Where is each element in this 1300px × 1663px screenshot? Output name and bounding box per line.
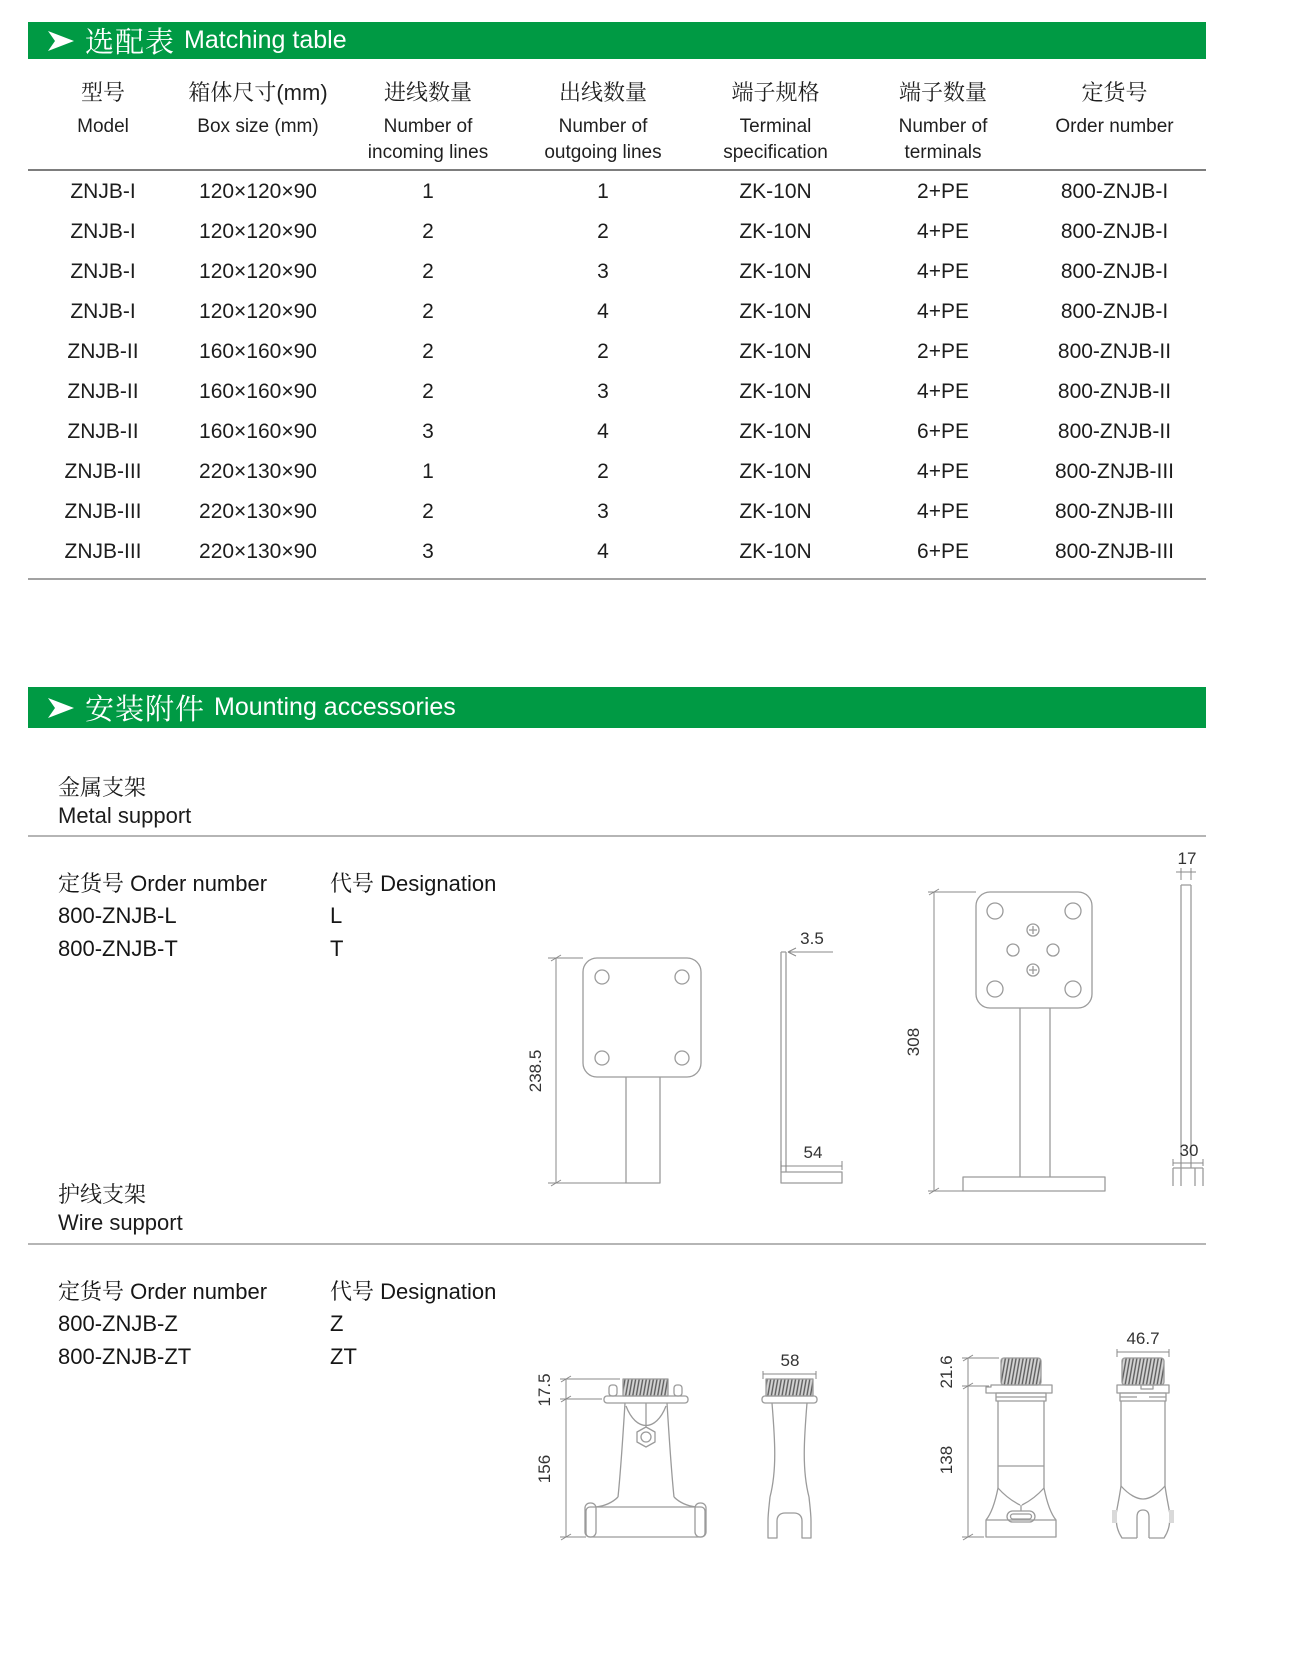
table-cell: ZK-10N	[739, 540, 812, 563]
zt-front-dimensions	[937, 1355, 999, 1540]
table-cell: 800-ZNJB-II	[1057, 420, 1172, 443]
table-cell: 160×160×90	[199, 380, 317, 403]
wire-support-orders	[58, 1274, 496, 1373]
table-cell: 3	[422, 420, 434, 443]
dimension-label: 17	[1177, 849, 1197, 868]
column-header: 型号 Model	[77, 80, 129, 137]
l-height-dimension	[526, 955, 626, 1186]
arrow-icon	[46, 697, 76, 719]
table-cell: 4+PE	[917, 300, 969, 323]
table-row	[28, 492, 1206, 532]
table-cell: 800-ZNJB-II	[1057, 340, 1172, 363]
wire-support-label-en: Wire support	[58, 1210, 183, 1235]
table-cell: 800-ZNJB-I	[1060, 180, 1169, 203]
order-number: 800-ZNJB-ZT	[58, 1343, 192, 1369]
section-header-matching	[28, 22, 1206, 59]
order-item-row	[58, 899, 496, 932]
table-cell: 6+PE	[917, 420, 969, 443]
table-cell: ZK-10N	[739, 460, 812, 483]
dimension-label: 46.7	[1126, 1329, 1160, 1348]
table-cell: ZNJB-II	[67, 420, 139, 443]
table-cell: ZNJB-III	[64, 460, 142, 483]
designation: 代号 Designation	[330, 1279, 497, 1304]
table-row	[28, 172, 1206, 212]
table-cell: 160×160×90	[199, 420, 317, 443]
designation: L	[330, 902, 343, 928]
z-side-dimensions	[763, 1351, 816, 1379]
table-cell: ZK-10N	[739, 260, 812, 283]
table-row	[28, 292, 1206, 332]
table-cell: ZNJB-I	[70, 220, 136, 243]
table-cell: 2	[597, 220, 609, 243]
table-row	[28, 412, 1206, 452]
section-title-en: Matching table	[184, 26, 347, 54]
table-cell: 4	[597, 540, 609, 563]
table-cell: 220×130×90	[199, 460, 317, 483]
table-row	[28, 372, 1206, 412]
wire-section-divider	[28, 1243, 1206, 1245]
matching-table-body	[28, 172, 1206, 572]
table-cell: 2+PE	[917, 340, 969, 363]
table-cell: 4	[597, 420, 609, 443]
orders-header-row	[58, 1274, 496, 1307]
wire-support-z-front-view	[585, 1379, 706, 1537]
matching-table-header	[28, 76, 1206, 166]
table-cell: 4+PE	[917, 380, 969, 403]
table-cell: ZK-10N	[739, 220, 812, 243]
wire-support-drawings	[480, 1255, 1206, 1555]
table-cell: 220×130×90	[199, 500, 317, 523]
zt-side-dimensions	[1117, 1329, 1169, 1357]
table-cell: ZNJB-II	[67, 380, 139, 403]
table-cell: 160×160×90	[199, 340, 317, 363]
table-cell: 800-ZNJB-I	[1060, 220, 1169, 243]
table-cell: 2	[597, 460, 609, 483]
table-row	[28, 252, 1206, 292]
section-header-mounting	[28, 687, 1206, 728]
table-cell: 3	[597, 500, 609, 523]
table-cell: ZK-10N	[739, 340, 812, 363]
table-cell: 4+PE	[917, 220, 969, 243]
metal-support-orders	[58, 866, 496, 965]
order-number: 800-ZNJB-T	[58, 935, 178, 961]
table-cell: ZK-10N	[739, 180, 812, 203]
table-bottom-divider	[28, 578, 1206, 580]
table-cell: 1	[422, 460, 434, 483]
metal-support-label-zh: 金属支架	[58, 775, 147, 800]
table-cell: 120×120×90	[199, 180, 317, 203]
section-title-zh: 选配表	[85, 27, 176, 59]
table-cell: 2	[422, 500, 434, 523]
table-cell: ZNJB-III	[64, 540, 142, 563]
table-cell: 2	[597, 340, 609, 363]
t-height-dimension	[904, 889, 976, 1194]
table-cell: ZK-10N	[739, 300, 812, 323]
table-cell: 4+PE	[917, 260, 969, 283]
table-cell: 2	[422, 340, 434, 363]
table-cell: 2	[422, 300, 434, 323]
table-cell: 6+PE	[917, 540, 969, 563]
table-cell: 3	[422, 540, 434, 563]
table-cell: 800-ZNJB-II	[1057, 380, 1172, 403]
column-header: 定货号 Order number	[1055, 80, 1174, 137]
wire-support-zt-front-view	[986, 1358, 1056, 1537]
table-cell: 2+PE	[917, 180, 969, 203]
dimension-label: 17.5	[535, 1373, 554, 1407]
order-item-row	[58, 932, 496, 965]
table-cell: 800-ZNJB-III	[1054, 500, 1175, 523]
table-cell: 120×120×90	[199, 300, 317, 323]
column-header: 箱体尺寸(mm) Box size (mm)	[188, 80, 328, 137]
table-cell: 4+PE	[917, 460, 969, 483]
table-cell: ZK-10N	[739, 420, 812, 443]
table-cell: 2	[422, 380, 434, 403]
table-cell: ZK-10N	[739, 380, 812, 403]
dimension-label: 308	[904, 1027, 923, 1057]
table-cell: 3	[597, 260, 609, 283]
designation: 代号 Designation	[330, 871, 497, 896]
orders-header-row	[58, 866, 496, 899]
wire-support-label	[58, 1181, 183, 1237]
table-cell: 220×130×90	[199, 540, 317, 563]
table-cell: ZNJB-I	[70, 180, 136, 203]
dimension-label: 54	[803, 1143, 823, 1162]
table-cell: 4+PE	[917, 500, 969, 523]
table-cell: 4	[597, 300, 609, 323]
table-row	[28, 212, 1206, 252]
dimension-label: 21.6	[937, 1355, 956, 1389]
table-header-divider	[28, 169, 1206, 171]
table-cell: ZNJB-II	[67, 340, 139, 363]
order-item-row	[58, 1307, 496, 1340]
designation: ZT	[330, 1343, 357, 1369]
order-number: 800-ZNJB-L	[58, 902, 177, 928]
wire-support-label-zh: 护线支架	[58, 1182, 147, 1207]
table-row	[28, 332, 1206, 372]
dimension-label: 138	[937, 1445, 956, 1475]
dimension-label: 238.5	[526, 1049, 545, 1093]
z-front-dimensions	[535, 1373, 620, 1540]
table-cell: 1	[597, 180, 609, 203]
metal-support-label	[58, 774, 191, 830]
column-header: 出线数量 Number of outgoing lines	[544, 80, 662, 163]
table-row	[28, 452, 1206, 492]
wire-support-z-side-view	[762, 1379, 817, 1538]
table-cell: 800-ZNJB-III	[1054, 460, 1175, 483]
dimension-label: 58	[780, 1351, 800, 1370]
order-item-row	[58, 1340, 496, 1373]
metal-support-label-en: Metal support	[58, 803, 192, 828]
metal-support-t-front-view	[963, 892, 1105, 1191]
table-cell: ZNJB-III	[64, 500, 142, 523]
t-side-dimensions	[1173, 849, 1203, 1166]
table-cell: 1	[422, 180, 434, 203]
order-number: 800-ZNJB-Z	[58, 1310, 178, 1336]
designation: Z	[330, 1310, 344, 1336]
order-number: 定货号 Order number	[58, 871, 268, 896]
dimension-label: 156	[535, 1454, 554, 1484]
table-cell: ZNJB-I	[70, 260, 136, 283]
table-row	[28, 532, 1206, 572]
table-cell: 800-ZNJB-I	[1060, 260, 1169, 283]
order-number: 定货号 Order number	[58, 1279, 268, 1304]
table-cell: 120×120×90	[199, 220, 317, 243]
dimension-label: 3.5	[800, 929, 824, 948]
metal-support-l-front-view	[583, 958, 701, 1183]
designation: T	[330, 935, 344, 961]
table-cell: ZNJB-I	[70, 300, 136, 323]
table-cell: ZK-10N	[739, 500, 812, 523]
metal-support-drawings	[480, 808, 1206, 1200]
table-cell: 2	[422, 220, 434, 243]
table-cell: 800-ZNJB-III	[1054, 540, 1175, 563]
column-header: 进线数量 Number of incoming lines	[367, 80, 489, 163]
section-title-zh: 安装附件	[85, 694, 206, 726]
wire-support-zt-side-view	[1112, 1358, 1174, 1538]
table-cell: 3	[597, 380, 609, 403]
table-cell: 2	[422, 260, 434, 283]
table-cell: 120×120×90	[199, 260, 317, 283]
l-side-dimensions	[781, 929, 842, 1170]
column-header: 端子规格 Terminal specification	[723, 80, 828, 163]
dimension-label: 30	[1179, 1141, 1199, 1160]
arrow-icon	[46, 30, 76, 52]
column-header: 端子数量 Number of terminals	[898, 80, 988, 163]
section-title-en: Mounting accessories	[214, 693, 456, 721]
table-cell: 800-ZNJB-I	[1060, 300, 1169, 323]
